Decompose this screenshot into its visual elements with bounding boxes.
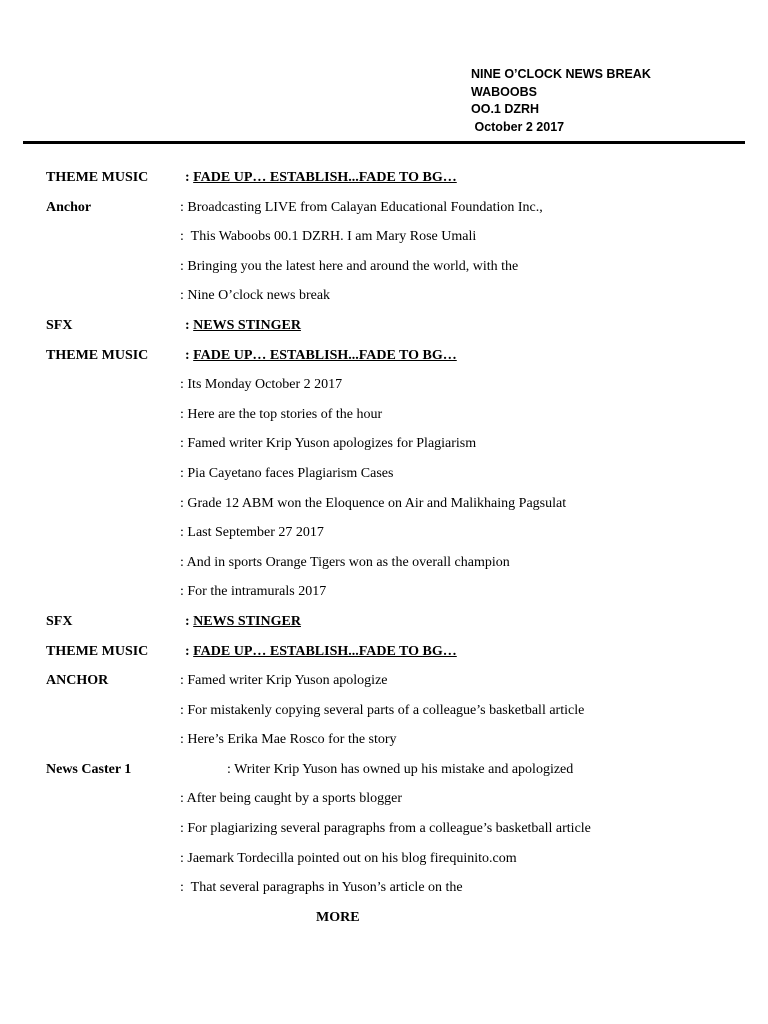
script-line: : Famed writer Krip Yuson apologizes for Plagiarism	[180, 436, 477, 452]
script-row	[0, 638, 768, 668]
script-row	[0, 726, 768, 756]
script-line: : For plagiarizing several paragraphs from a colleague’s basketball article	[180, 821, 591, 837]
script-cue-text: : NEWS STINGER	[185, 613, 301, 629]
script-cue-label: SFX	[46, 613, 73, 629]
script-cue-label: SFX	[46, 317, 73, 333]
script-row	[0, 371, 768, 401]
script-row	[0, 756, 768, 786]
script-cue-text: : NEWS STINGER	[185, 317, 301, 333]
script-cue-text: : FADE UP… ESTABLISH...FADE TO BG…	[185, 347, 457, 363]
script-line: : Last September 27 2017	[180, 525, 324, 541]
script-line: : Its Monday October 2 2017	[180, 377, 343, 393]
script-speaker-label: News Caster 1	[46, 761, 132, 777]
script-row	[0, 519, 768, 549]
script-line: : That several paragraphs in Yuson’s article on the	[180, 880, 463, 896]
script-row	[0, 667, 768, 697]
header-date: October 2 2017	[471, 119, 565, 134]
script-line: : And in sports Orange Tigers won as the overall champion	[180, 554, 510, 570]
script-row	[0, 608, 768, 638]
script-line: : Here are the top stories of the hour	[180, 406, 383, 422]
script-row	[0, 194, 768, 224]
script-row	[0, 697, 768, 727]
header-program-title: NINE O’CLOCK NEWS BREAK	[471, 67, 651, 81]
script-line: : For mistakenly copying several parts of a colleague’s basketball article	[180, 702, 585, 718]
script-row	[0, 785, 768, 815]
script-line: : Broadcasting LIVE from Calayan Educational Foundation Inc.,	[180, 199, 543, 215]
script-line: : Grade 12 ABM won the Eloquence on Air and Malikhaing Pagsulat	[180, 495, 567, 511]
header-frequency: OO.1 DZRH	[471, 102, 540, 116]
script-cue-label: THEME MUSIC	[46, 347, 149, 363]
document-header	[471, 66, 651, 136]
script-line: : Bringing you the latest here and around the world, with the	[180, 258, 519, 274]
script-row	[0, 253, 768, 283]
script-speaker-label: ANCHOR	[46, 673, 109, 689]
script-body	[0, 164, 768, 904]
script-line: : This Waboobs 00.1 DZRH. I am Mary Rose Umali	[180, 229, 477, 245]
script-line: : For the intramurals 2017	[180, 584, 327, 600]
script-line: : After being caught by a sports blogger	[180, 791, 403, 807]
script-row	[0, 223, 768, 253]
script-row	[0, 845, 768, 875]
more-indicator: MORE	[316, 910, 360, 925]
header-station-name: WABOOBS	[471, 84, 537, 99]
script-row	[0, 312, 768, 342]
script-row	[0, 578, 768, 608]
script-line: : Here’s Erika Mae Rosco for the story	[180, 732, 397, 748]
script-row	[0, 342, 768, 372]
script-cue-text: : FADE UP… ESTABLISH...FADE TO BG…	[185, 170, 457, 185]
script-line: : Writer Krip Yuson has owned up his mistake and apologized	[227, 761, 574, 777]
script-row	[0, 430, 768, 460]
script-row	[0, 282, 768, 312]
script-cue-label: THEME MUSIC	[46, 170, 149, 185]
script-row	[0, 460, 768, 490]
script-cue-label: THEME MUSIC	[46, 643, 149, 659]
script-row	[0, 490, 768, 520]
script-row	[0, 401, 768, 431]
script-line: : Jaemark Tordecilla pointed out on his blog firequinito.com	[180, 850, 517, 866]
script-row	[0, 815, 768, 845]
script-row	[0, 549, 768, 579]
script-line: : Famed writer Krip Yuson apologize	[180, 673, 388, 689]
script-row	[0, 164, 768, 194]
script-speaker-label: Anchor	[46, 199, 92, 215]
script-row	[0, 874, 768, 904]
script-line: : Pia Cayetano faces Plagiarism Cases	[180, 465, 394, 481]
script-line: : Nine O’clock news break	[180, 288, 331, 304]
header-divider	[23, 141, 745, 144]
script-cue-text: : FADE UP… ESTABLISH...FADE TO BG…	[185, 643, 457, 659]
